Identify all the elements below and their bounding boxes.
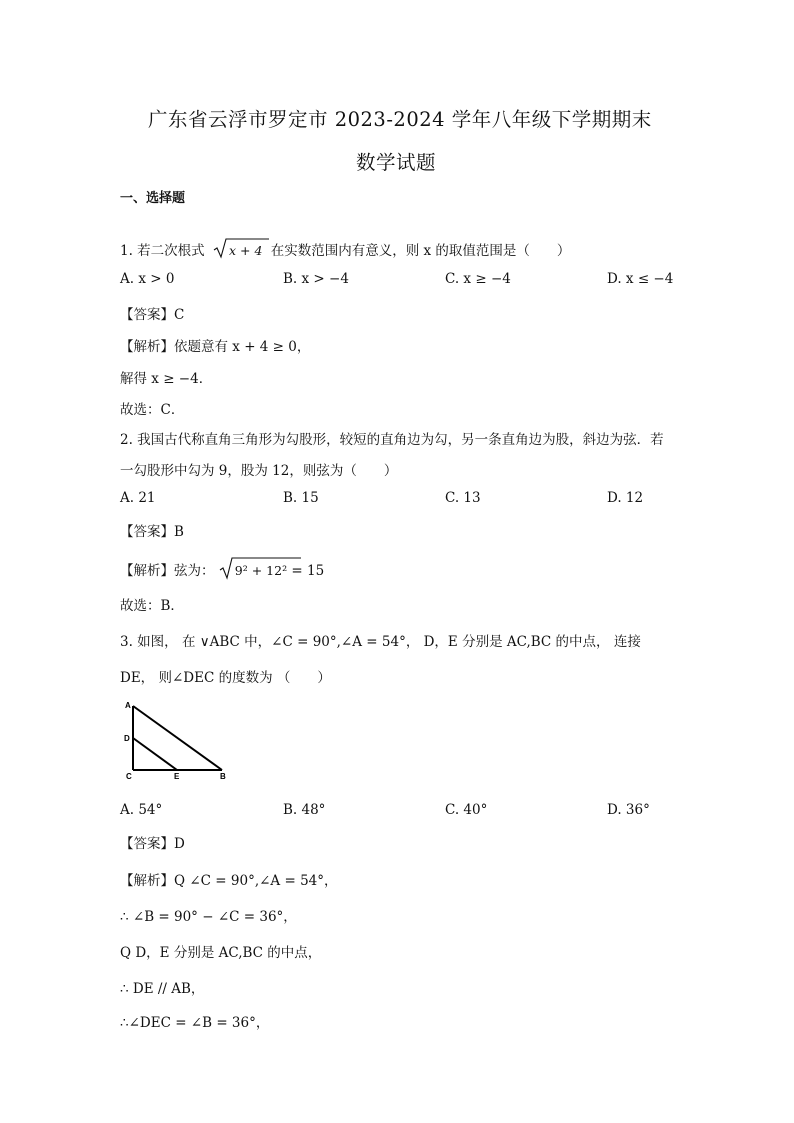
q3-option-a: A. 54° bbox=[120, 802, 163, 818]
q2-option-d: D. 12 bbox=[607, 490, 644, 506]
radical-sign-icon bbox=[219, 556, 301, 580]
q3-option-d: D. 36° bbox=[607, 802, 650, 818]
q3-analysis-step2: ∴ ∠B = 90° − ∠C = 36°， bbox=[120, 909, 297, 925]
q1-analysis-solve: 解得 x ≥ −4． bbox=[120, 371, 213, 387]
q3-stem-line2: DE， 则∠DEC 的度数为 （ ） bbox=[120, 670, 331, 686]
q1-analysis bbox=[120, 335, 310, 355]
q2-conclusion: 故选：B． bbox=[120, 598, 184, 614]
label-b: B bbox=[220, 772, 226, 781]
section-heading-choice: 一、选择题 bbox=[120, 191, 186, 206]
q2-option-c: C. 13 bbox=[445, 490, 481, 506]
q3-answer: 【答案】D bbox=[120, 836, 185, 852]
q1-stem-suffix: 在实数范围内有意义，则 x 的取值范围是（ ） bbox=[270, 243, 571, 259]
q3-analysis-text: Q ∠C = 90°,∠A = 54°， bbox=[174, 873, 338, 889]
q2-analysis-label: 【解析】 bbox=[120, 563, 174, 579]
segment-ab bbox=[133, 706, 222, 770]
q2-radicand: 9² + 12² bbox=[234, 563, 288, 578]
label-a: A bbox=[125, 701, 131, 710]
q1-analysis-text: 依题意有 x + 4 ≥ 0， bbox=[174, 339, 311, 355]
q3-analysis bbox=[120, 869, 338, 889]
q2-option-a: A. 21 bbox=[120, 490, 156, 506]
q2-option-b: B. 15 bbox=[283, 490, 319, 506]
q2-stem-line1: 2. 我国古代称直角三角形为勾股形，较短的直角边为勾，另一条直角边为股，斜边为弦．若 bbox=[120, 432, 664, 448]
q1-option-d: D. x ≤ −4 bbox=[607, 271, 674, 287]
radical-sign-icon bbox=[213, 237, 269, 259]
q3-analysis-step5: ∴∠DEC = ∠B = 36°， bbox=[120, 1015, 270, 1031]
q2-analysis-prefix: 弦为： bbox=[174, 563, 215, 579]
label-e: E bbox=[174, 772, 180, 781]
q1-radical bbox=[217, 243, 262, 259]
q3-analysis-step3: Q D，E 分别是 AC,BC 的中点， bbox=[120, 945, 322, 961]
q2-radical bbox=[223, 563, 287, 579]
q3-triangle-figure bbox=[120, 700, 232, 784]
q1-option-a: A. x > 0 bbox=[120, 271, 175, 287]
segment-de bbox=[133, 738, 177, 770]
q1-answer: 【答案】C bbox=[120, 307, 185, 323]
q1-conclusion: 故选：C． bbox=[120, 402, 185, 418]
q3-analysis-label: 【解析】 bbox=[120, 873, 174, 889]
q1-stem-prefix: 1. 若二次根式 bbox=[120, 243, 205, 259]
q2-analysis-suffix: = 15 bbox=[287, 563, 325, 579]
doc-title-line2: 数学试题 bbox=[356, 151, 437, 174]
q3-option-c: C. 40° bbox=[445, 802, 488, 818]
q3-analysis-step4: ∴ DE // AB， bbox=[120, 981, 205, 997]
label-d: D bbox=[124, 734, 130, 743]
label-c: C bbox=[126, 772, 132, 781]
q3-stem-line1: 3. 如图， 在 ∨ABC 中，∠C = 90°,∠A = 54°， D，E 分别是 AC,BC 的中点， 连接 bbox=[120, 634, 641, 650]
q3-option-b: B. 48° bbox=[283, 802, 326, 818]
q2-stem-line2: 一勾股形中勾为 9，股为 12，则弦为（ ） bbox=[120, 463, 398, 479]
q2-answer: 【答案】B bbox=[120, 524, 184, 540]
q1-option-b: B. x > −4 bbox=[283, 271, 349, 287]
q1-radicand: x + 4 bbox=[228, 243, 263, 258]
q1-analysis-label: 【解析】 bbox=[120, 339, 174, 355]
q1-stem bbox=[120, 239, 570, 259]
q2-analysis bbox=[120, 559, 324, 579]
doc-title-line1: 广东省云浮市罗定市 2023-2024 学年八年级下学期期末 bbox=[148, 108, 652, 131]
q1-option-c: C. x ≥ −4 bbox=[445, 271, 511, 287]
